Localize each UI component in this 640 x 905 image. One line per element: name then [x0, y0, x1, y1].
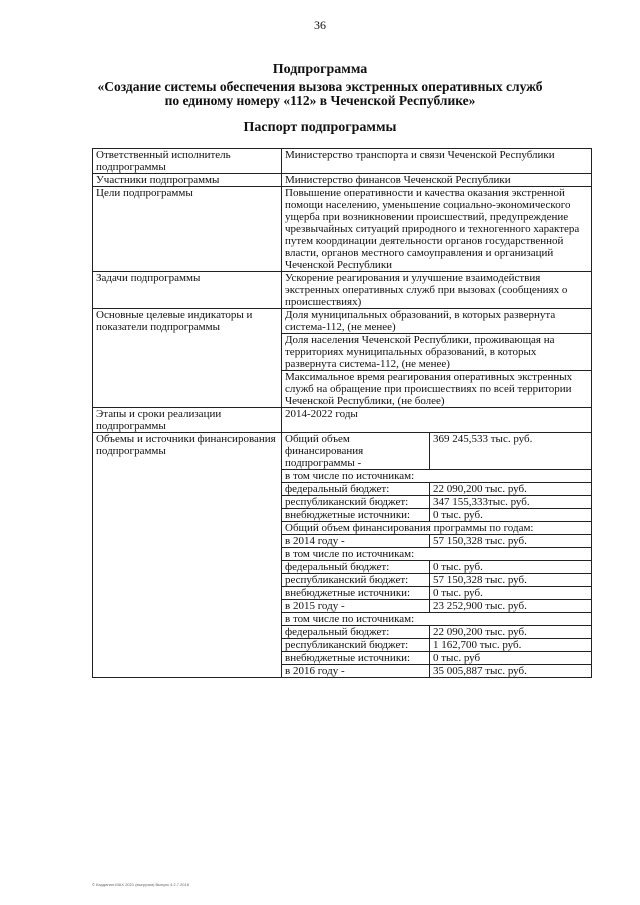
title-line-2: по единому номеру «112» в Чеченской Республике» [164, 93, 476, 108]
funding-amount: 57 150,328 тыс. руб. [430, 535, 592, 548]
passport-heading: Паспорт подпрограммы [243, 120, 397, 135]
funding-key: федеральный бюджет: [282, 561, 430, 574]
funding-key: республиканский бюджет: [282, 639, 430, 652]
funding-amount: 22 090,200 тыс. руб. [430, 626, 592, 639]
funding-section-row [282, 613, 591, 626]
funding-amount: 0 тыс. руб. [430, 561, 592, 574]
funding-amount: 22 090,200 тыс. руб. [430, 483, 592, 496]
funding-row [282, 483, 591, 496]
funding-row [282, 496, 591, 509]
funding-key: в 2014 году - [282, 535, 430, 548]
row-funding [93, 433, 592, 678]
funding-key: в 2016 году - [282, 665, 430, 678]
indicator-item: Максимальное время реагирования оперативных экстренных служб на обращение при происшествиях по всей территории Чеченской Республики, (не более) [282, 371, 591, 408]
funding-total-row [282, 433, 591, 470]
row-tasks [93, 272, 592, 309]
row-indicators [93, 309, 592, 408]
row-executor [93, 149, 592, 174]
funding-amount: 1 162,700 тыс. руб. [430, 639, 592, 652]
subprogram-title [60, 80, 580, 108]
funding-row [282, 509, 591, 522]
row-label: Участники подпрограммы [93, 174, 282, 187]
funding-key: внебюджетные источники: [282, 509, 430, 522]
funding-amount: 23 252,900 тыс. руб. [430, 600, 592, 613]
indicator-item: Доля населения Чеченской Республики, проживающая на территориях муниципальных образований, в которых развернута система-112, (не менее) [282, 334, 591, 371]
funding-key: Общий объем финансирования подпрограммы - [282, 433, 430, 470]
funding-section-row [282, 470, 591, 483]
funding-key: федеральный бюджет: [282, 483, 430, 496]
funding-section-row [282, 548, 591, 561]
funding-key: внебюджетные источники: [282, 587, 430, 600]
funding-section: в том числе по источникам: [282, 613, 591, 626]
funding-amount: 0 тыс. руб. [430, 587, 592, 600]
funding-year-row [282, 535, 591, 548]
indicators-cell [282, 309, 592, 408]
funding-amount: 0 тыс. руб. [430, 509, 592, 522]
funding-section: в том числе по источникам: [282, 548, 591, 561]
funding-row [282, 574, 591, 587]
funding-amount: 57 150,328 тыс. руб. [430, 574, 592, 587]
footer-imprint: © Кардинал-МАХ 2021 (выгрузка) Выпуск 4.2.7.2018 [92, 882, 189, 887]
funding-key: внебюджетные источники: [282, 652, 430, 665]
indicators-list [282, 309, 591, 407]
row-goals [93, 187, 592, 272]
funding-section: Общий объем финансирования программы по годам: [282, 522, 591, 535]
funding-year-row [282, 600, 591, 613]
row-label: Цели подпрограммы [93, 187, 282, 272]
row-label: Объемы и источники финансирования подпрограммы [93, 433, 282, 678]
funding-row [282, 561, 591, 574]
funding-row [282, 626, 591, 639]
page-number: 36 [314, 18, 326, 32]
funding-key: в 2015 году - [282, 600, 430, 613]
row-value: Ускорение реагирования и улучшение взаимодействия экстренных оперативных служб при вызовах (сообщениях о происшествиях) [282, 272, 592, 309]
funding-amount: 347 155,333тыс. руб. [430, 496, 592, 509]
row-value: 2014-2022 годы [282, 408, 592, 433]
row-label: Задачи подпрограммы [93, 272, 282, 309]
title-line-1: «Создание системы обеспечения вызова экстренных оперативных служб [97, 79, 543, 94]
funding-table [282, 433, 591, 677]
funding-key: республиканский бюджет: [282, 496, 430, 509]
row-label: Основные целевые индикаторы и показатели подпрограммы [93, 309, 282, 408]
row-value: Министерство транспорта и связи Чеченской Республики [282, 149, 592, 174]
indicator-item: Доля муниципальных образований, в которых развернута система-112, (не менее) [285, 309, 556, 333]
subprogram-heading: Подпрограмма [272, 62, 368, 77]
funding-key: федеральный бюджет: [282, 626, 430, 639]
row-value: Министерство финансов Чеченской Республики [282, 174, 592, 187]
funding-row [282, 639, 591, 652]
row-label: Этапы и сроки реализации подпрограммы [93, 408, 282, 433]
row-stages [93, 408, 592, 433]
funding-amount: 35 005,887 тыс. руб. [430, 665, 592, 678]
funding-row [282, 652, 591, 665]
funding-section: в том числе по источникам: [282, 470, 591, 483]
funding-amount: 369 245,533 тыс. руб. [433, 433, 533, 445]
funding-key: республиканский бюджет: [282, 574, 430, 587]
funding-amount: 0 тыс. руб [430, 652, 592, 665]
passport-table [92, 148, 592, 678]
funding-year-row [282, 665, 591, 678]
funding-cell [282, 433, 592, 678]
funding-section-row [282, 522, 591, 535]
row-label: Ответственный исполнитель подпрограммы [93, 149, 282, 174]
row-participants [93, 174, 592, 187]
funding-row [282, 587, 591, 600]
row-value: Повышение оперативности и качества оказания экстренной помощи населению, уменьшение социально-экономического ущерба при возникновении происшествий, предупреждение чрезвычайных ситуаций природного и техногенного характера путем координации деятельности органов государственной власти, органов местного самоуправления и организаций Чеченской Республики [282, 187, 592, 272]
